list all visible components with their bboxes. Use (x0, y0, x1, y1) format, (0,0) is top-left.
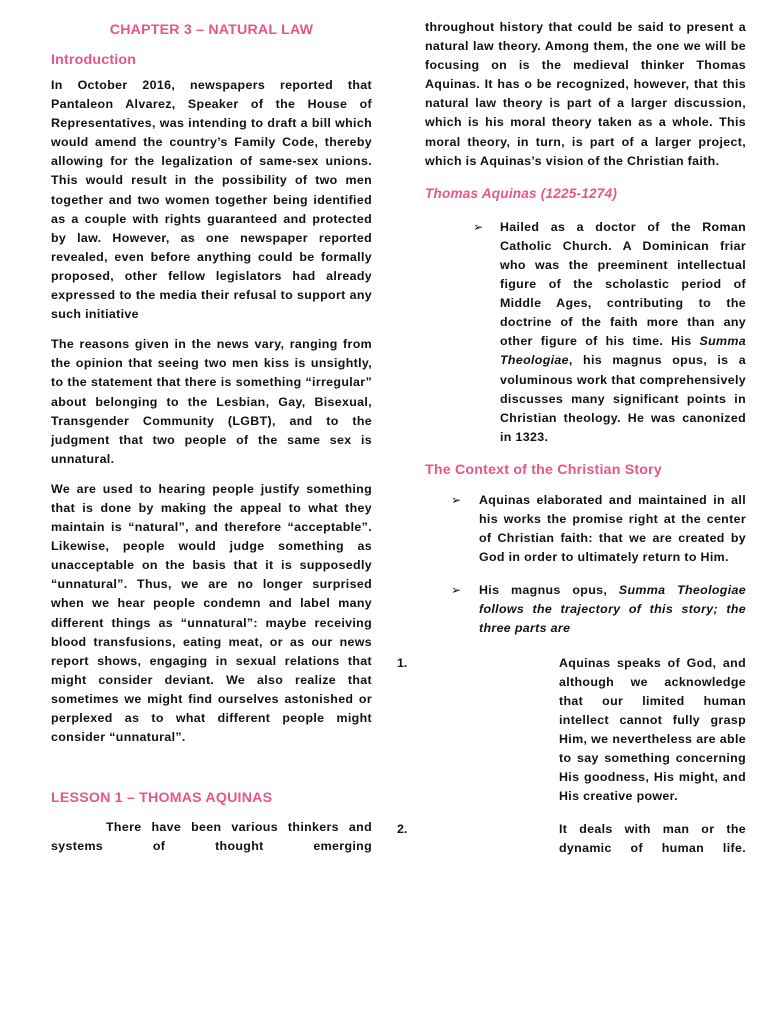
context-bullet-1 (425, 491, 746, 567)
summa-theologiae-title: Summa Theologiae (500, 334, 746, 368)
continued-paragraph: throughout history that could be said to present a natural law theory. Among them, the one we will be focusing on is the medieval thinker Thomas Aquinas. It has o be recognized, however, that this natural law theory is part of a larger discussion, which is his moral theory taken as a whole. This moral theory, in turn, is part of a larger project, which is Aquinas’s vision of the Christian faith. (425, 20, 746, 168)
thomas-aquinas-heading: Thomas Aquinas (1225-1274) (425, 185, 618, 201)
context-bullet-2 (425, 581, 746, 638)
intro-paragraph-3: We are used to hearing people justify something that is done by making the appeal to what they maintain is “natural”, and therefore “acceptable”. Likewise, people would judge something as unacceptable on the basis that it is supposedly “unnatural”. Thus, we are no longer surprised when we hear people condemn and label many different things as “unnatural”: maybe receiving blood transfusions, eating meat, or as our news report shows, engaging in sexual relations that might consider deviant. We also realize that sometimes we might find ourselves astonished or perplexed as to what different people might consider “unnatural”. (51, 481, 372, 745)
context-bullet-1-text: Aquinas elaborated and maintained in all his works the promise right at the center of Christian faith: that we are created by God in order to ultimately return to Him. (479, 492, 746, 565)
list-number: 1. (397, 655, 408, 670)
chapter-title: CHAPTER 3 – NATURAL LAW (109, 22, 314, 38)
christian-story-heading: The Context of the Christian Story (425, 461, 662, 478)
list-item (397, 654, 746, 807)
list-number: 2. (397, 822, 408, 837)
list-item (397, 820, 746, 858)
right-column (397, 18, 746, 858)
arrow-bullet-icon: ➢ (451, 492, 462, 507)
list-item-text: Aquinas speaks of God, and although we acknowledge that our limited human intellect cannot fully grasp Him, we nevertheless are able to say something concerning His goodness, His might, and His creative power. (559, 655, 746, 804)
left-column (51, 18, 372, 856)
intro-paragraph-1: In October 2016, newspapers reported that Pantaleon Alvarez, Speaker of the House of Representatives, was intending to draft a bill which would amend the country’s Family Code, thereby allowing for the legalization of same-sex unions. This would result in the possibility of two men together and two women together being identified as a couple with rights guaranteed and protected by law. However, as one newspaper reported revealed, even before anything could be formally proposed, other fellow legislators had already expressed to the media their refusal to support any such initiative (51, 78, 372, 322)
list-item-text: It deals with man or the dynamic of human life. (559, 822, 746, 856)
aquinas-bio-bullet (425, 218, 746, 447)
lesson-1-paragraph: There have been various thinkers and systems of thought emerging (51, 820, 372, 854)
intro-paragraph-2: The reasons given in the news vary, ranging from the opinion that seeing two men kiss is unsightly, to the statement that there is something “irregular” about belonging to the Lesbian, Gay, Bisexual, Transgender Community (LGBT), and to the judgment that two people of the same sex is unnatural. (51, 337, 372, 466)
arrow-bullet-icon: ➢ (451, 583, 462, 598)
context-bullet-2-text: His magnus opus, Summa Theologiae follows the trajectory of this story; the three parts are (479, 583, 746, 636)
lesson-1-heading: LESSON 1 – THOMAS AQUINAS (51, 790, 273, 807)
aquinas-bio-text: Hailed as a doctor of the Roman Catholic Church. A Dominican friar who was the preeminent intellectual figure of the scholastic period of Middle Ages, contributing to the doctrine of the faith more than any other figure of his time. His Summa Theologiae, his magnus opus, is a voluminous work that comprehensively discusses many significant points in Christian theology. He was canonized in 1323. (500, 219, 746, 444)
introduction-heading: Introduction (51, 52, 137, 68)
arrow-bullet-icon: ➢ (473, 219, 484, 234)
